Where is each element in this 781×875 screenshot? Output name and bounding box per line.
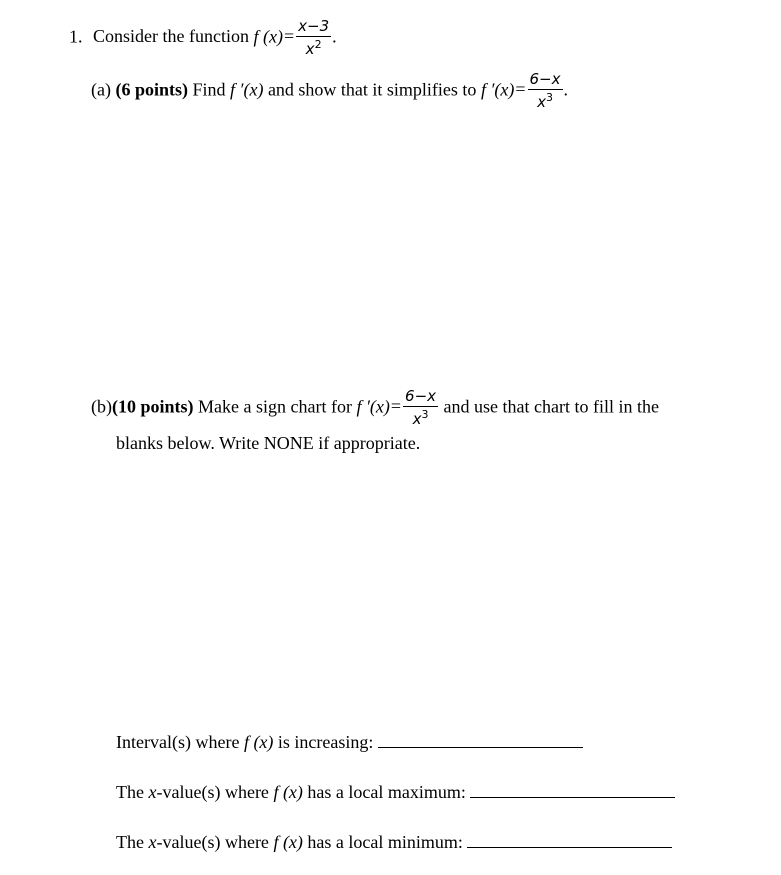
part-b-fraction <box>403 388 438 429</box>
part-a-points: (6 points) <box>115 79 188 100</box>
part-a-text2: and show that it simplifies to <box>267 79 477 100</box>
part-a-fraction <box>528 71 563 112</box>
blank-min-answer-line[interactable] <box>467 846 672 848</box>
part-a-period: . <box>563 79 569 100</box>
blank-min-prefix: The <box>116 832 144 852</box>
function-denominator: $x^2$ <box>305 38 322 59</box>
part-b-numerator: 6−x <box>403 388 438 407</box>
blank-min-suffix: has a local minimum: <box>307 832 463 852</box>
function-numerator: x−3 <box>296 18 331 37</box>
blank-min-mid: -value(s) where <box>156 832 269 852</box>
blank-increasing-suffix: is increasing: <box>277 732 374 752</box>
function-period: . <box>332 26 337 47</box>
part-a-fprime: f ′(x) <box>230 79 264 100</box>
blank-min-fx: f (x) <box>273 832 303 852</box>
part-b-label: (b) <box>91 396 112 417</box>
part-a-numerator: 6−x <box>528 71 563 90</box>
blank-min-var: x <box>148 832 157 852</box>
part-b-line: (b)(10 points) Make a sign chart for f ′(x)= $\frac{6-x}{x^3}$ and use that chart to fill in the <box>91 387 659 429</box>
blank-max-answer-line[interactable] <box>470 796 675 798</box>
blank-max-suffix: has a local maximum: <box>307 782 466 802</box>
question-intro: Consider the function <box>93 26 249 47</box>
function-lhs: f (x) <box>253 26 283 47</box>
question-number: 1. <box>69 26 83 47</box>
part-b-line-2 <box>116 434 420 452</box>
part-b-text2: and use that chart to fill in the <box>443 396 659 417</box>
blank-increasing-prefix: Interval(s) where <box>116 732 240 752</box>
blank-max-prefix: The <box>116 782 144 802</box>
blank-increasing-answer-line[interactable] <box>378 746 583 748</box>
part-b-fprime: f ′(x) <box>356 396 390 417</box>
part-b-denominator: $x^3$ <box>412 408 429 429</box>
blank-row-local-min <box>116 833 672 851</box>
blank-row-increasing <box>116 733 583 751</box>
blank-max-mid: -value(s) where <box>156 782 269 802</box>
part-b-instructions: blanks below. Write NONE if appropriate. <box>116 433 421 453</box>
blank-increasing-fx: f (x) <box>243 732 274 752</box>
blank-row-local-max <box>116 783 675 801</box>
part-a-line: (a) (6 points) Find f ′(x) and show that it simplifies to f ′(x)= $\frac{6-x}{x^3}$ . <box>91 70 569 112</box>
part-a-fprime2: f ′(x) <box>480 79 515 100</box>
part-a-label: (a) <box>91 79 111 100</box>
part-b-points: (10 points) <box>112 396 194 417</box>
function-fraction <box>296 18 331 59</box>
question-1-line: 1. Consider the function f (x)= $\frac{x-3}{x^2}$ . <box>69 17 337 59</box>
blank-max-fx: f (x) <box>273 782 303 802</box>
part-a-text: Find <box>192 79 226 100</box>
blank-max-var: x <box>148 782 157 802</box>
part-b-text: Make a sign chart for <box>198 396 352 417</box>
part-a-denominator: $x^3$ <box>537 91 553 112</box>
